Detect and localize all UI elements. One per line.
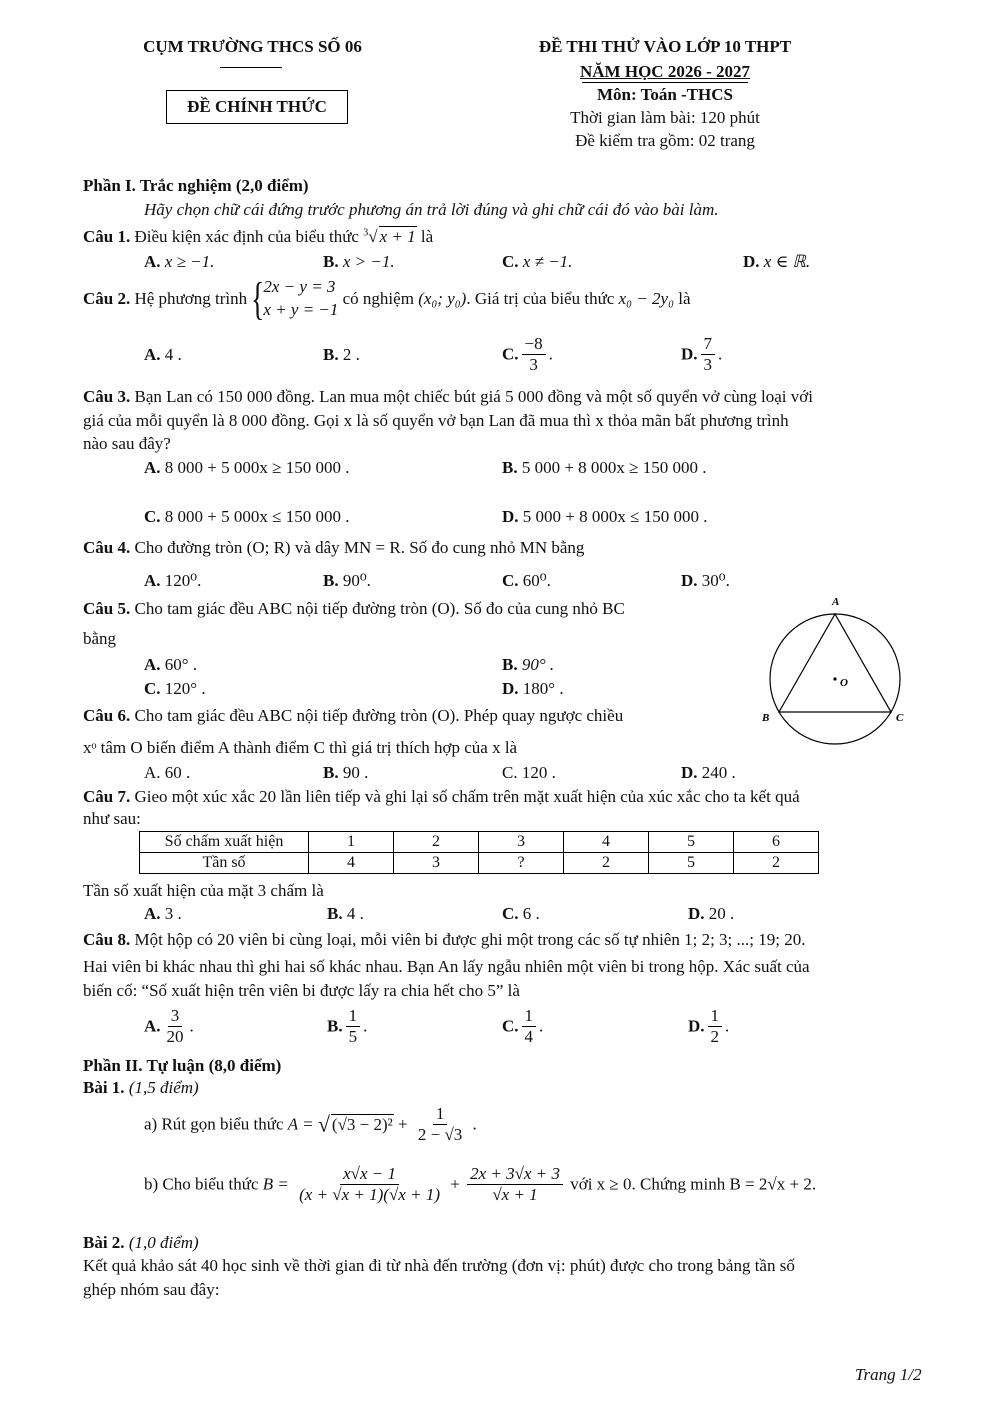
table-cell: 2 (564, 853, 649, 874)
q3-option-c[interactable]: C. 8 000 + 5 000x ≤ 150 000 . (144, 507, 350, 526)
subject: Môn: Toán -THCS (596, 85, 734, 104)
q3-line3: nào sau đây? (83, 434, 171, 453)
q3-option-a[interactable]: A. 8 000 + 5 000x ≥ 150 000 . (144, 458, 350, 477)
q2-expr: x₀ − 2y₀ (618, 289, 674, 309)
bai1-a-radicand: (√3 − 2)² (331, 1114, 393, 1134)
q8-option-c[interactable]: C. $\frac{1}{4}$ . (502, 1006, 544, 1046)
q7-option-c[interactable]: C. 6 . (502, 904, 540, 923)
q1-stem: Câu 1. Điều kiện xác định của biểu thức $^3$√ x + 1 là (83, 227, 434, 246)
q1-tail: là (416, 227, 434, 246)
vertex-label-b: B (762, 712, 770, 724)
q1-radicand: x + 1 (379, 227, 416, 246)
q7-question: Tần số xuất hiện của mặt 3 chấm là (83, 881, 324, 900)
q8-option-a[interactable]: A. $\frac{3}{20}$ . (144, 1006, 194, 1046)
q1-text: Điều kiện xác định của biểu thức (130, 227, 364, 246)
q2-eq1: 2x − y = 3 (263, 277, 336, 296)
table-header-cell: Số chấm xuất hiện (140, 832, 309, 853)
q7-line2: như sau: (83, 809, 141, 828)
school-year: NĂM HỌC 2026 - 2027 (580, 62, 750, 81)
q6-option-b[interactable]: B. 90 . (323, 763, 369, 782)
vertex-label-a: A (832, 596, 840, 608)
part2-title: Phần II. Tự luận (8,0 điểm) (83, 1056, 282, 1075)
q5-option-c[interactable]: C. 120° . (144, 679, 206, 698)
bai1-heading: Bài 1. (1,5 điểm) (83, 1078, 199, 1097)
q8-line1: Câu 8. Một hộp có 20 viên bi cùng loại, mỗi viên bi được ghi một trong các số tự nhiên 1; 2; 3; ...; 19; 20. (83, 930, 806, 949)
q4-option-d[interactable]: D. 30⁰. (681, 571, 730, 590)
q5-stem: Câu 5. Cho tam giác đều ABC nội tiếp đường tròn (O). Số đo của cung nhỏ BC (83, 599, 625, 618)
q4-option-c[interactable]: C. 60⁰. (502, 571, 551, 590)
q1-option-d[interactable]: D. x ∈ ℝ. (743, 252, 811, 271)
q2-solution: (x₀; y₀) (418, 289, 467, 309)
exam-title: ĐỀ THI THỬ VÀO LỚP 10 THPT (538, 37, 792, 56)
q3-line2: giá của mỗi quyển là 8 000 đồng. Gọi x là số quyển vở bạn Lan đã mua thì x thỏa mãn bất phương trình (83, 411, 789, 430)
table-cell: 4 (309, 853, 394, 874)
q2-stem (83, 273, 691, 324)
q7-option-d[interactable]: D. 20 . (688, 904, 735, 923)
q6-option-c[interactable]: C. 120 . (502, 763, 556, 782)
center-point (833, 677, 836, 680)
q8-line2: Hai viên bi khác nhau thì ghi hai số khác nhau. Bạn An lấy ngẫu nhiên một viên bi trong hộp. Xác suất của (83, 957, 810, 976)
bai1-a: a) Rút gọn biểu thức A = √ (√3 − 2)² + $\frac{1}{2 - √3}$ . (144, 1104, 477, 1144)
q2-label: Câu 2. (83, 289, 131, 309)
q3-option-b[interactable]: B. 5 000 + 8 000x ≥ 150 000 . (502, 458, 707, 477)
table-cell: 3 (394, 853, 479, 874)
q5-stem2: bằng (83, 629, 117, 648)
table-cell: 1 (309, 832, 394, 853)
q2-mid: có nghiệm (338, 289, 419, 309)
q2-option-b[interactable]: B. 2 . (323, 345, 360, 364)
q6-option-a[interactable]: A. 60 . (144, 763, 191, 782)
q8-option-b[interactable]: B. $\frac{1}{5}$ . (327, 1006, 368, 1046)
dice-frequency-table (139, 831, 819, 874)
q3-line1: Câu 3. Bạn Lan có 150 000 đồng. Lan mua một chiếc bút giá 5 000 đồng và một số quyển vở cùng loại với (83, 387, 813, 406)
q1-option-c[interactable]: C. x ≠ −1. (502, 252, 573, 271)
vertex-label-c: C (896, 712, 904, 724)
q4-option-b[interactable]: B. 90⁰. (323, 571, 371, 590)
q8-line3: biến cố: “Số xuất hiện trên viên bi được lấy ra chia hết cho 5” là (83, 981, 520, 1000)
table-cell: 2 (734, 853, 819, 874)
q2-eq2: x + y = −1 (263, 299, 339, 319)
official-label: ĐỀ CHÍNH THỨC (187, 97, 327, 116)
q5-option-a[interactable]: A. 60° . (144, 655, 198, 674)
page-number: Trang 1/2 (855, 1365, 922, 1384)
center-label-o: O (840, 677, 848, 689)
q2-system: { 2x − y = 3 x + y = −1 (251, 273, 339, 324)
q2-option-c[interactable]: C. $\frac{-8}{3}$ . (502, 334, 553, 374)
q7-line1: Câu 7. Gieo một xúc xắc 20 lần liên tiếp và ghi lại số chấm trên mặt xuất hiện của xúc xắc cho ta kết quả (83, 787, 800, 806)
q1-option-a[interactable]: A. x ≥ −1. (144, 252, 215, 271)
table-cell: 6 (734, 832, 819, 853)
q4-option-a[interactable]: A. 120⁰. (144, 571, 202, 590)
bai1-b: b) Cho biểu thức B = $\frac{x√x - 1}{(x + √x + 1)(√x + 1)}$ + $\frac{2x + 3√x + 3}{√x + 1}$ với x ≥ 0. Chứng minh B = 2√x + 2. (144, 1164, 817, 1204)
header-left-rule (220, 67, 282, 68)
part1-title: Phần I. Trắc nghiệm (2,0 điểm) (83, 176, 309, 195)
bai2-heading: Bài 2. (1,0 điểm) (83, 1233, 199, 1252)
duration: Thời gian làm bài: 120 phút (570, 108, 760, 127)
q1-label: Câu 1. (83, 227, 131, 246)
table-cell: 4 (564, 832, 649, 853)
q5-option-d[interactable]: D. 180° . (502, 679, 564, 698)
q2-option-d[interactable]: D. $\frac{7}{3}$ . (681, 334, 723, 374)
q3-option-d[interactable]: D. 5 000 + 8 000x ≤ 150 000 . (502, 507, 708, 526)
header-right-rule (582, 82, 748, 83)
q1-root-index: 3 (363, 227, 369, 239)
table-row (140, 853, 819, 874)
triangle-abc (779, 614, 891, 712)
part1-instruction: Hãy chọn chữ cái đứng trước phương án trả lời đúng và ghi chữ cái đó vào bài làm. (144, 200, 719, 219)
triangle-circle-figure (760, 590, 910, 750)
q2-tail: . Giá trị của biểu thức (466, 289, 619, 309)
table-cell: ? (479, 853, 564, 874)
bai2-line1: Kết quả khảo sát 40 học sinh về thời gian đi từ nhà đến trường (đơn vị: phút) được cho trong bảng tần số (83, 1256, 795, 1275)
bai2-line2: ghép nhóm sau đây: (83, 1280, 220, 1299)
q6-stem2: xᵒ tâm O biến điểm A thành điểm C thì giá trị thích hợp của x là (83, 738, 518, 757)
q2-tail2: là (673, 289, 691, 309)
q4-stem: Câu 4. Cho đường tròn (O; R) và dây MN = R. Số đo cung nhỏ MN bằng (83, 538, 585, 557)
table-cell: 2 (394, 832, 479, 853)
q5-option-b[interactable]: B. 90° . (502, 655, 555, 674)
table-cell: 5 (649, 832, 734, 853)
table-row (140, 832, 819, 853)
q6-option-d[interactable]: D. 240 . (681, 763, 736, 782)
q6-stem: Câu 6. Cho tam giác đều ABC nội tiếp đường tròn (O). Phép quay ngược chiều (83, 706, 624, 725)
table-cell: 5 (649, 853, 734, 874)
school-cluster-title: CỤM TRƯỜNG THCS SỐ 06 (143, 37, 362, 56)
q7-option-a[interactable]: A. 3 . (144, 904, 182, 923)
q7-option-b[interactable]: B. 4 . (327, 904, 364, 923)
table-header-cell: Tần số (140, 853, 309, 874)
table-cell: 3 (479, 832, 564, 853)
q1-option-b[interactable]: B. x > −1. (323, 252, 395, 271)
q2-text: Hệ phương trình (130, 289, 252, 309)
q2-option-a[interactable]: A. 4 . (144, 345, 182, 364)
pages-note: Đề kiểm tra gồm: 02 trang (575, 131, 755, 150)
q8-option-d[interactable]: D. $\frac{1}{2}$ . (688, 1006, 730, 1046)
